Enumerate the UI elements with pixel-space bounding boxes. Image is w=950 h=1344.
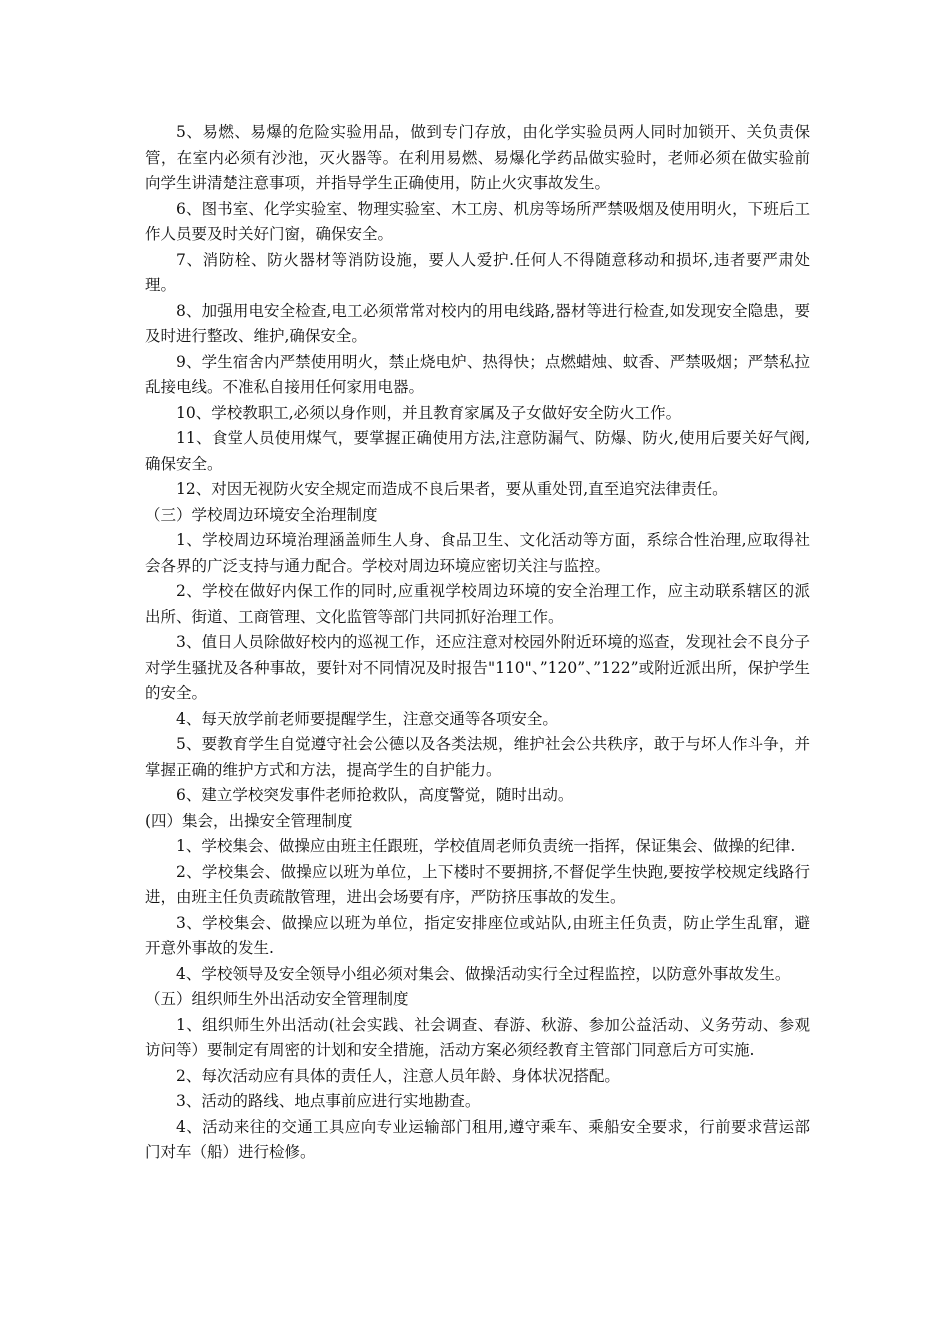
paragraph-fire-9: 9、学生宿舍内严禁使用明火，禁止烧电炉、热得快；点燃蜡烛、蚊香、严禁吸烟；严禁私拉乱接电线。不准私自接用任何家用电器。 [145, 352, 810, 396]
paragraph-outing-2: 2、每次活动应有具体的责任人，注意人员年龄、身体状况搭配。 [176, 1066, 620, 1085]
paragraph-outing-3: 3、活动的路线、地点事前应进行实地勘查。 [176, 1092, 481, 1110]
paragraph-surroundings-6: 6、建立学校突发事件老师抢救队，高度警觉，随时出动。 [176, 786, 574, 804]
paragraph-assembly-3: 3、学校集会、做操应以班为单位，指定安排座位或站队,由班主任负责，防止学生乱窜，避开意外事故的发生. [145, 913, 810, 957]
section-heading-4: (四）集会，出操安全管理制度 [145, 811, 353, 830]
section-heading-5: （五）组织师生外出活动安全管理制度 [145, 990, 409, 1008]
paragraph-fire-6: 6、图书室、化学实验室、物理实验室、木工房、机房等场所严禁吸烟及使用明火，下班后工作人员要及时关好门窗，确保安全。 [145, 199, 810, 243]
paragraph-surroundings-5: 5、要教育学生自觉遵守社会公德以及各类法规，维护社会公共秩序，敢于与坏人作斗争，并掌握正确的维护方式和方法，提高学生的自护能力。 [145, 735, 810, 779]
paragraph-fire-8: 8、加强用电安全检查,电工必须常常对校内的用电线路,器材等进行检查,如发现安全隐患，要及时进行整改、维护,确保安全。 [145, 301, 810, 345]
paragraph-outing-4: 4、活动来往的交通工具应向专业运输部门租用,遵守乘车、乘船安全要求，行前要求营运部门对车（船）进行检修。 [145, 1117, 810, 1161]
paragraph-assembly-2: 2、学校集会、做操应以班为单位，上下楼时不要拥挤,不督促学生快跑,要按学校规定线路行进，由班主任负责疏散管理，进出会场要有序，严防挤压事故的发生。 [145, 862, 810, 906]
paragraph-fire-7: 7、消防栓、防火器材等消防设施，要人人爱护.任何人不得随意移动和损坏,违者要严肃处理。 [145, 250, 810, 294]
paragraph-fire-10: 10、学校教职工,必须以身作则，并且教育家属及子女做好安全防火工作。 [176, 403, 682, 422]
paragraph-surroundings-4: 4、每天放学前老师要提醒学生，注意交通等各项安全。 [176, 709, 558, 728]
paragraph-fire-5: 5、易燃、易爆的危险实验用品，做到专门存放，由化学实验员两人同时加锁开、关负责保管，在室内必须有沙池，灭火器等。在利用易燃、易爆化学药品做实验时，老师必须在做实验前向学生讲清楚注意事项，并指导学生正确使用，防止火灾事故发生。 [145, 123, 810, 192]
paragraph-assembly-4: 4、学校领导及安全领导小组必须对集会、做操活动实行全过程监控，以防意外事故发生。 [176, 964, 791, 983]
paragraph-assembly-1: 1、学校集会、做操应由班主任跟班，学校值周老师负责统一指挥，保证集会、做操的纪律. [176, 837, 796, 855]
paragraph-surroundings-3: 3、值日人员除做好校内的巡视工作，还应注意对校园外附近环境的巡查，发现社会不良分子对学生骚扰及各种事故，要针对不同情况及时报告"110"、”120”、”122”或附近派出所，保护学生的安全。 [145, 633, 810, 702]
document-page [145, 120, 810, 1166]
paragraph-surroundings-1: 1、学校周边环境治理涵盖师生人身、食品卫生、文化活动等方面，系综合性治理,应取得社会各界的广泛支持与通力配合。学校对周边环境应密切关注与监控。 [145, 531, 810, 575]
paragraph-surroundings-2: 2、学校在做好内保工作的同时,应重视学校周边环境的安全治理工作，应主动联系辖区的派出所、街道、工商管理、文化监管等部门共同抓好治理工作。 [145, 582, 810, 626]
paragraph-fire-11: 11、食堂人员使用煤气，要掌握正确使用方法,注意防漏气、防爆、防火,使用后要关好气阀,确保安全。 [145, 429, 810, 473]
paragraph-outing-1: 1、组织师生外出活动(社会实践、社会调查、春游、秋游、参加公益活动、义务劳动、参观访问等）要制定有周密的计划和安全措施，活动方案必须经教育主管部门同意后方可实施. [145, 1015, 810, 1059]
paragraph-fire-12: 12、对因无视防火安全规定而造成不良后果者，要从重处罚,直至追究法律责任。 [176, 480, 728, 498]
section-heading-3: （三）学校周边环境安全治理制度 [145, 505, 378, 524]
